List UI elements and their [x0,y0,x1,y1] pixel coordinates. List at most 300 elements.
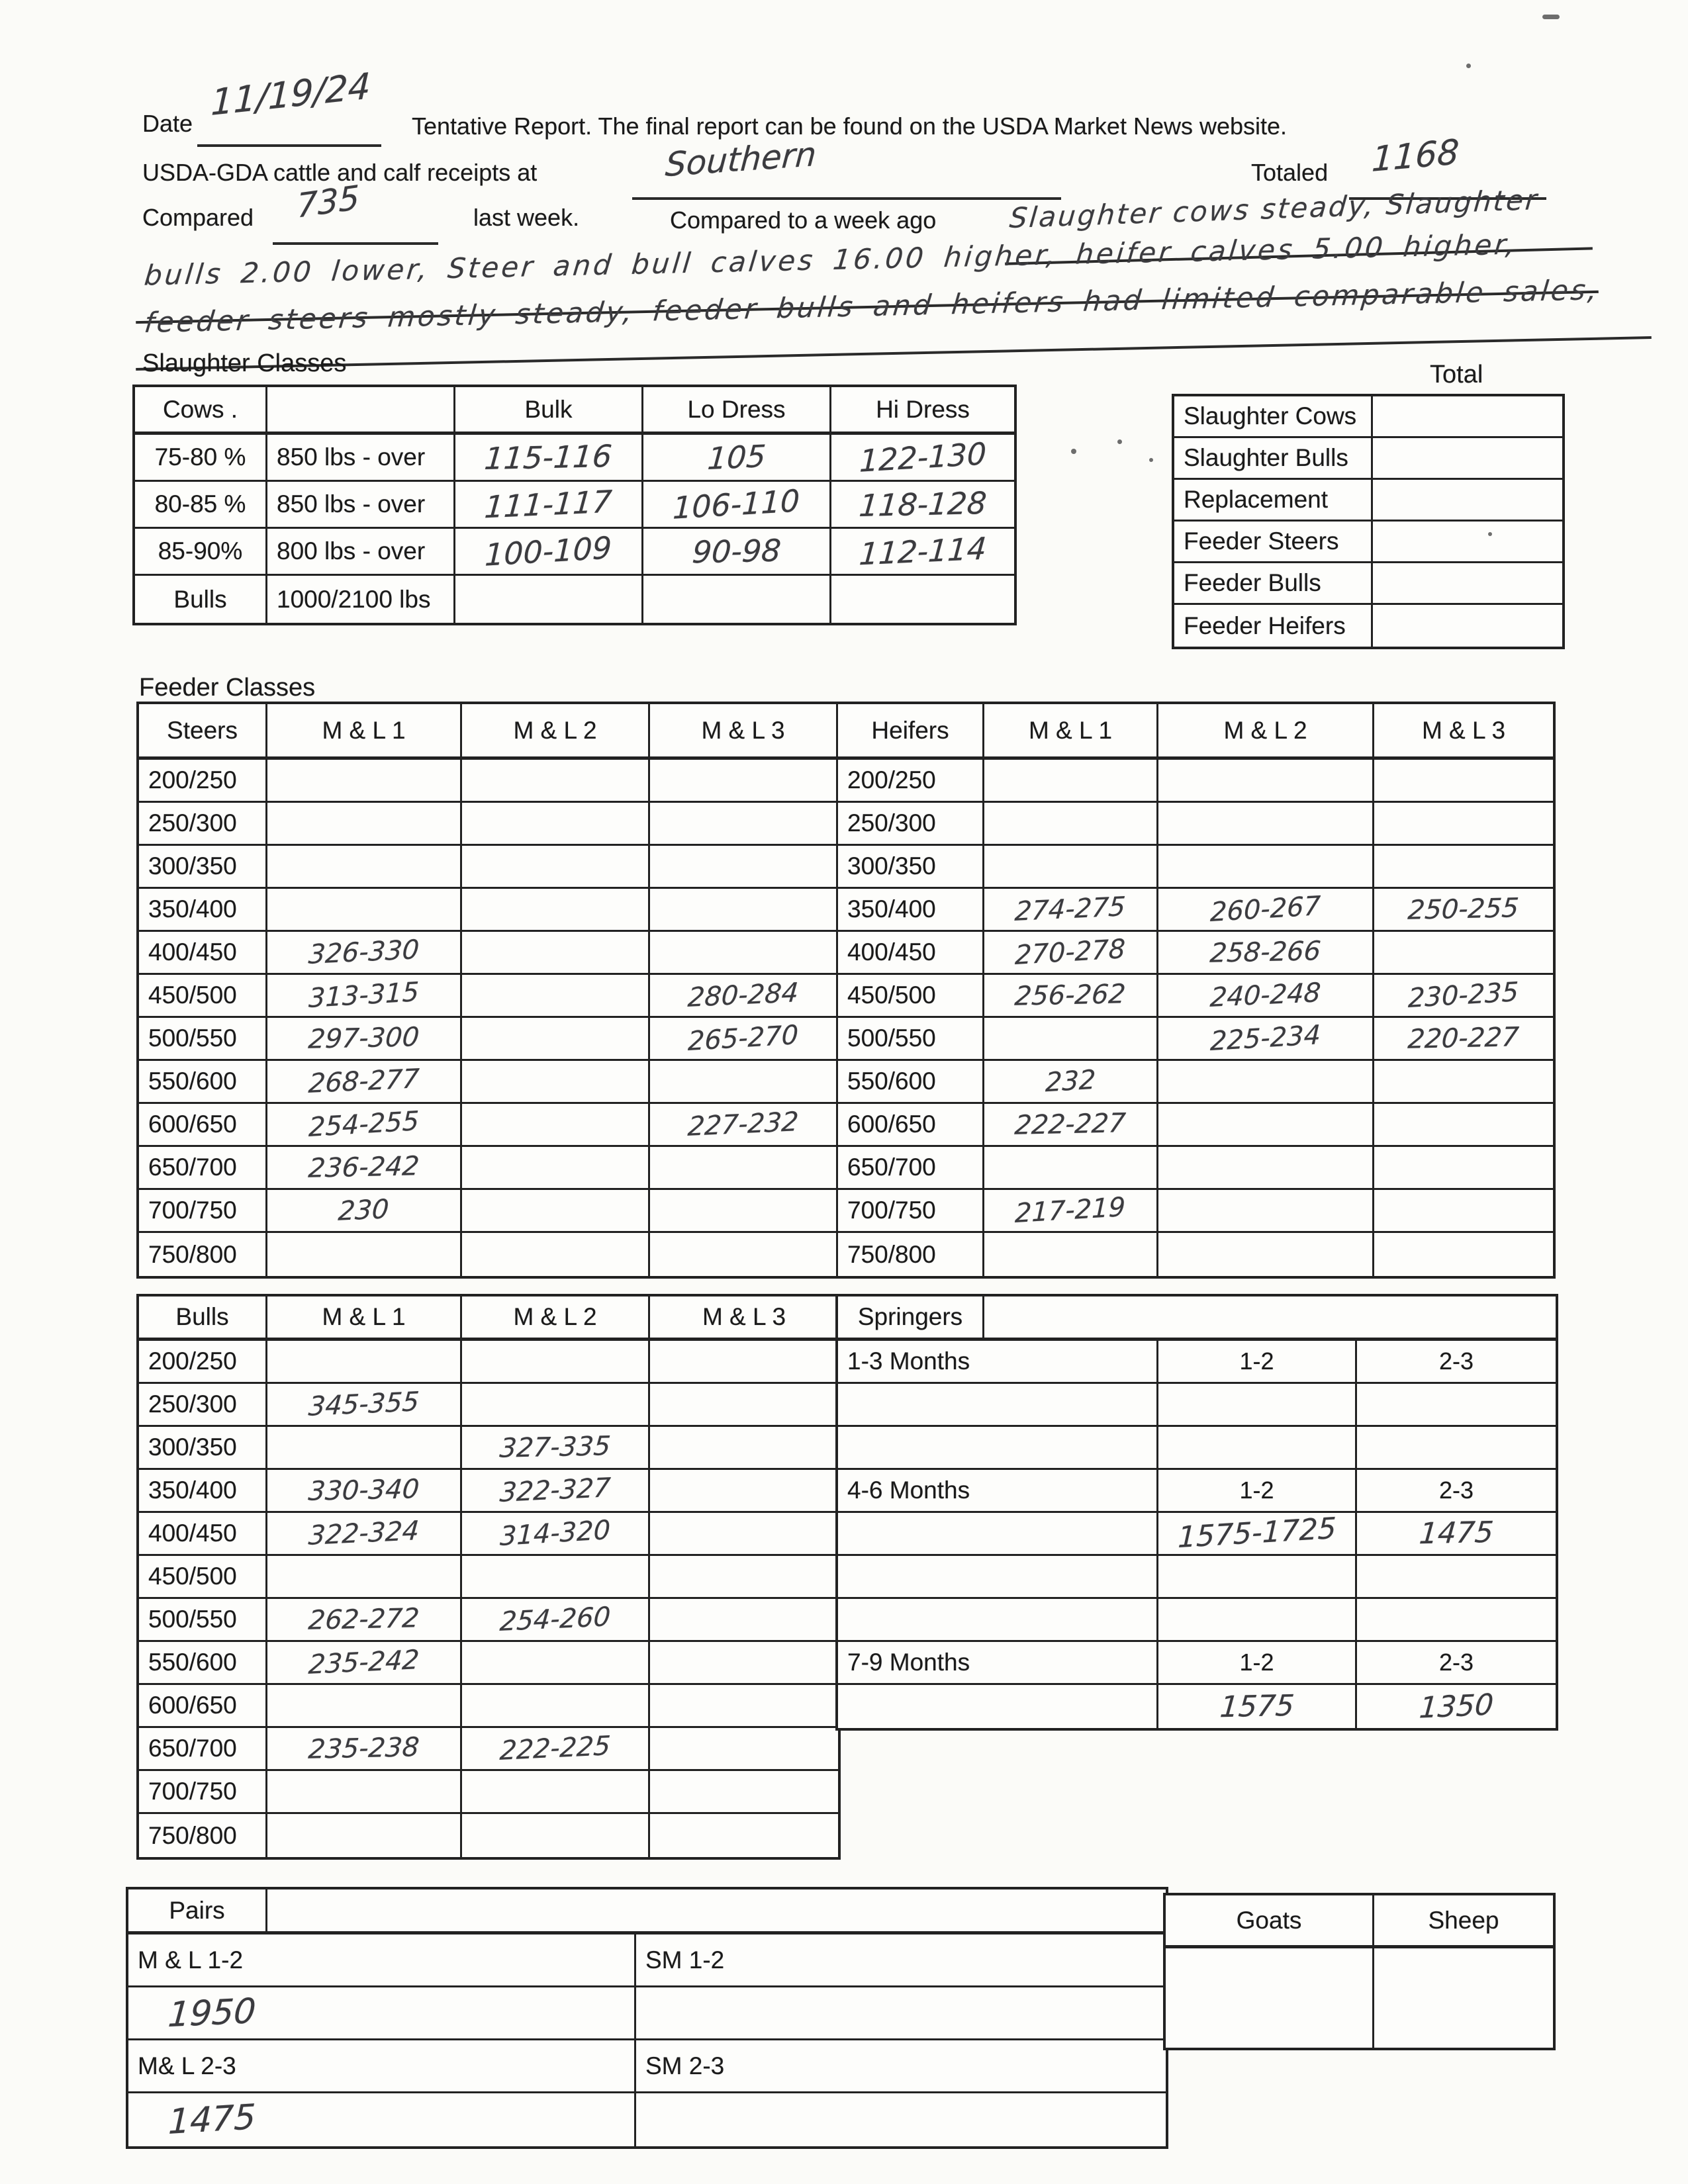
bulls-value-cell [462,1470,650,1513]
steers-value-cell [650,803,838,846]
slaughter-hidress-cell [831,576,1014,623]
springers-period-label: 7-9 Months [838,1642,1158,1685]
pairs-value: 1950 [166,1991,258,2035]
bulls-value-cell [650,1771,838,1814]
bulls-col-header: M & L 1 [267,1297,462,1341]
slaughter-col-header: Hi Dress [831,387,1014,435]
heifers-value: 232 [1045,1064,1096,1099]
slaughter-lodress-cell [643,576,831,623]
springers-blank-cell [838,1556,1158,1599]
springers-value-cell [1357,1685,1556,1728]
bulls-value-cell [267,1642,462,1685]
heifers-value-cell [1158,1018,1374,1061]
steers-value-cell [650,889,838,932]
total-value-cell [1373,563,1562,605]
slaughter-grade-label: 85-90% [135,529,267,576]
heifers-weight-label: 700/750 [838,1190,984,1233]
springers-blank-cell [838,1513,1158,1556]
total-value-cell [1373,480,1562,522]
bulls-value-cell [462,1642,650,1685]
steers-value-cell [267,1104,462,1147]
heifers-value-cell [1374,932,1553,975]
comparison-note-line3: feeder steers mostly steady, feeder bulls and heifers had limited comparable sales, [142,273,1601,339]
heifers-value-cell [1374,760,1553,803]
bulls-value-cell [462,1599,650,1642]
feeder-col-header: M & L 1 [267,704,462,760]
pairs-value-cell [128,2093,636,2146]
feeder-col-header: M & L 3 [1374,704,1553,760]
totaled-label: Totaled [1251,159,1329,186]
heifers-value-cell [984,760,1158,803]
pairs-sm-label: SM 2-3 [636,2040,1166,2093]
bulls-value: 322-327 [498,1473,612,1508]
steers-value-cell [462,1104,650,1147]
heifers-weight-label: 500/550 [838,1018,984,1061]
heifers-value-cell [984,889,1158,932]
bulls-value-cell [650,1470,838,1513]
pairs-blank-cell [636,2093,1166,2146]
springers-grade-header: 2-3 [1357,1642,1556,1685]
slaughter-col-header [267,387,455,435]
date-value: 11/19/24 [210,65,371,124]
form-underline [197,99,381,147]
heifers-value-cell [1158,889,1374,932]
steers-value-cell [650,1018,838,1061]
feeder-steers-header: Steers [139,704,267,760]
heifers-value: 217-219 [1014,1191,1127,1230]
form-underline [273,199,438,245]
steers-value-cell [267,889,462,932]
bulls-value-cell [267,1341,462,1384]
bulls-value-cell [462,1556,650,1599]
heifers-value: 220-227 [1407,1022,1521,1055]
steers-value-cell [267,1147,462,1190]
steers-weight-label: 450/500 [139,975,267,1018]
tentative-report-text: Tentative Report. The final report can be found on the USDA Market News website. [412,113,1288,140]
steers-value-cell [650,975,838,1018]
heifers-value-cell [1158,975,1374,1018]
slaughter-bulk-value: 100-109 [484,529,613,573]
slaughter-lodress-cell [643,529,831,576]
steers-value-cell [267,1061,462,1104]
steers-value-cell [462,1018,650,1061]
slaughter-hidress-cell [831,482,1014,529]
bulls-value-cell [267,1814,462,1857]
slaughter-col-header: Cows . [135,387,267,435]
bulls-value-cell [462,1771,650,1814]
scan-speck [1117,439,1122,444]
heifers-value-cell [984,1190,1158,1233]
pairs-value: 1475 [167,2097,257,2143]
totaled-value: 1168 [1370,132,1460,181]
total-row-label: Feeder Steers [1174,522,1373,563]
steers-value-cell [267,760,462,803]
steers-value-cell [650,1104,838,1147]
springers-blank-cell [838,1599,1158,1642]
scan-speck [1149,458,1153,462]
slaughter-hidress-value: 122-130 [859,435,987,479]
total-row-label: Feeder Heifers [1174,605,1373,647]
springers-blank-cell [838,1685,1158,1728]
heifers-weight-label: 600/650 [838,1104,984,1147]
date-label: Date [142,110,193,137]
bulls-value-cell [267,1685,462,1728]
bulls-value: 345-355 [307,1387,420,1422]
bulls-value-cell [267,1556,462,1599]
bulls-value: 235-238 [307,1732,420,1765]
springers-value: 1575-1725 [1177,1511,1336,1555]
bulls-value-cell [650,1814,838,1857]
steers-weight-label: 500/550 [139,1018,267,1061]
feeder-col-header: M & L 2 [462,704,650,760]
goats-sheep-table [1163,1893,1556,2050]
form-underline [136,336,1652,371]
bulls-value-cell [267,1771,462,1814]
heifers-weight-label: 300/350 [838,846,984,889]
heifers-value-cell [984,1104,1158,1147]
heifers-weight-label: 200/250 [838,760,984,803]
bulls-value-cell [650,1599,838,1642]
slaughter-col-header: Lo Dress [643,387,831,435]
heifers-weight-label: 400/450 [838,932,984,975]
steers-value: 313-315 [308,976,420,1015]
slaughter-classes-title: Slaughter Classes [142,349,347,377]
springers-blank-cell [838,1427,1158,1470]
total-row-label: Slaughter Bulls [1174,438,1373,480]
sheep-value-cell [1374,1948,1553,2048]
steers-weight-label: 750/800 [139,1233,267,1276]
heifers-value: 230-235 [1407,976,1520,1015]
steers-value: 326-330 [307,934,420,970]
steers-value-cell [267,1018,462,1061]
heifers-weight-label: 350/400 [838,889,984,932]
springers-grade-header: 2-3 [1357,1470,1556,1513]
slaughter-weight-label: 850 lbs - over [267,482,455,529]
heifers-value-cell [1158,760,1374,803]
heifers-value-cell [1374,1233,1553,1276]
steers-weight-label: 200/250 [139,760,267,803]
steers-weight-label: 700/750 [139,1190,267,1233]
scan-speck [1071,449,1076,454]
heifers-value-cell [1158,846,1374,889]
steers-value: 268-277 [307,1064,420,1099]
springers-grade-header: 1-2 [1158,1642,1357,1685]
steers-weight-label: 250/300 [139,803,267,846]
slaughter-hidress-value: 118-128 [857,484,988,524]
bulls-weight-label: 200/250 [139,1341,267,1384]
total-value-cell [1373,522,1562,563]
bulls-value: 254-260 [498,1602,612,1637]
heifers-value-cell [1374,803,1553,846]
bulls-value-cell [650,1427,838,1470]
steers-value: 280-284 [686,978,800,1013]
slaughter-hidress-cell [831,435,1014,482]
bulls-value-cell [267,1513,462,1556]
comparison-note-line1: Slaughter cows steady, Slaughter [1008,183,1540,235]
bulls-value-cell [650,1384,838,1427]
steers-value-cell [650,846,838,889]
springers-blank-cell [1357,1427,1556,1470]
heifers-value-cell [1158,803,1374,846]
bulls-value-cell [267,1599,462,1642]
bulls-header: Bulls [139,1297,267,1341]
heifers-value-cell [984,1147,1158,1190]
heifers-value: 270-278 [1014,933,1127,972]
steers-weight-label: 400/450 [139,932,267,975]
steers-value: 297-300 [307,1022,420,1055]
totals-table [1172,394,1565,649]
springers-period-label: 1-3 Months [838,1341,1158,1384]
heifers-value-cell [1374,1190,1553,1233]
steers-value: 254-255 [308,1105,420,1144]
springers-blank-cell [838,1384,1158,1427]
springers-grade-header: 1-2 [1158,1470,1357,1513]
slaughter-grade-label: 80-85 % [135,482,267,529]
heifers-value: 260-267 [1209,890,1321,929]
steers-value-cell [650,1190,838,1233]
bulls-value: 330-340 [307,1474,420,1507]
bulls-col-header: M & L 3 [650,1297,838,1341]
pairs-title: Pairs [128,1889,267,1934]
bulls-table [136,1294,841,1860]
heifers-weight-label: 650/700 [838,1147,984,1190]
bulls-value-cell [650,1341,838,1384]
bulls-value-cell [462,1427,650,1470]
heifers-value: 256-262 [1013,979,1127,1012]
bulls-value-cell [462,1685,650,1728]
feeder-heifers-header: Heifers [838,704,984,760]
bulls-weight-label: 450/500 [139,1556,267,1599]
heifers-value-cell [984,803,1158,846]
total-value-cell [1373,605,1562,647]
heifers-value-cell [1374,1104,1553,1147]
steers-value-cell [462,1190,650,1233]
springers-value-cell [1357,1513,1556,1556]
slaughter-lodress-value: 90-98 [690,532,782,570]
compared-label: Compared [142,204,254,231]
bulls-value: 322-324 [307,1516,420,1551]
heifers-value-cell [1158,1233,1374,1276]
slaughter-bulk-value: 115-116 [483,437,614,477]
heifers-value-cell [1158,1104,1374,1147]
steers-value-cell [267,975,462,1018]
springers-title: Springers [838,1297,984,1341]
slaughter-lodress-cell [643,482,831,529]
pairs-blank-cell [636,1987,1166,2040]
bulls-weight-label: 550/600 [139,1642,267,1685]
bulls-weight-label: 250/300 [139,1384,267,1427]
slaughter-lodress-cell [643,435,831,482]
heifers-value-cell [1158,932,1374,975]
heifers-value: 258-266 [1209,936,1322,969]
heifers-value-cell [1374,1061,1553,1104]
heifers-value-cell [1158,1190,1374,1233]
sheep-header: Sheep [1374,1895,1553,1948]
slaughter-hidress-value: 112-114 [857,530,988,572]
total-row-label: Replacement [1174,480,1373,522]
heifers-value: 240-248 [1209,978,1322,1013]
springers-blank-cell [1158,1556,1357,1599]
springers-blank-cell [1158,1384,1357,1427]
bulls-value: 222-225 [498,1731,612,1766]
heifers-value-cell [1374,1147,1553,1190]
steers-value-cell [650,760,838,803]
bulls-value: 235-242 [307,1645,420,1680]
feeder-col-header: M & L 2 [1158,704,1374,760]
pairs-value-cell [128,1987,636,2040]
steers-value: 230 [337,1194,391,1227]
total-value-cell [1373,396,1562,438]
slaughter-lodress-value: 106-110 [672,482,801,526]
bulls-weight-label: 600/650 [139,1685,267,1728]
goats-value-cell [1166,1948,1374,2048]
bulls-weight-label: 750/800 [139,1814,267,1857]
steers-weight-label: 650/700 [139,1147,267,1190]
heifers-weight-label: 550/600 [838,1061,984,1104]
springers-value: 1575 [1218,1688,1295,1724]
bulls-value-cell [650,1642,838,1685]
springers-blank-cell [1158,1427,1357,1470]
feeder-classes-table [136,702,1556,1279]
springers-grade-header: 2-3 [1357,1341,1556,1384]
slaughter-classes-table [132,385,1017,625]
slaughter-lodress-value: 105 [706,437,767,477]
bulls-value-cell [462,1341,650,1384]
heifers-value-cell [984,932,1158,975]
bulls-value: 314-320 [499,1514,611,1553]
bulls-weight-label: 650/700 [139,1728,267,1771]
bulls-value-cell [650,1556,838,1599]
springers-blank-cell [1158,1599,1357,1642]
steers-value-cell [650,1061,838,1104]
pairs-row-label: M& L 2-3 [128,2040,636,2093]
bulls-weight-label: 700/750 [139,1771,267,1814]
heifers-weight-label: 450/500 [838,975,984,1018]
springers-grade-header: 1-2 [1158,1341,1357,1384]
slaughter-grade-label: Bulls [135,576,267,623]
heifers-value-cell [1158,1061,1374,1104]
total-title: Total [1430,361,1483,388]
steers-value-cell [462,889,650,932]
heifers-value-cell [984,846,1158,889]
compared-value: 735 [297,178,359,226]
receipts-location-value: Southern [664,134,818,185]
springers-blank-cell [1357,1599,1556,1642]
bulls-value-cell [650,1728,838,1771]
slaughter-hidress-cell [831,529,1014,576]
heifers-value-cell [984,975,1158,1018]
feeder-classes-title: Feeder Classes [139,674,316,702]
springers-period-label: 4-6 Months [838,1470,1158,1513]
bulls-value-cell [267,1384,462,1427]
bulls-value-cell [267,1427,462,1470]
feeder-col-header: M & L 3 [650,704,838,760]
feeder-col-header: M & L 1 [984,704,1158,760]
pairs-header-blank [267,1889,1166,1934]
heifers-value: 222-227 [1013,1108,1127,1141]
heifers-value-cell [1374,846,1553,889]
scan-speck [1488,532,1492,536]
springers-value: 1475 [1417,1515,1495,1551]
steers-value: 227-232 [686,1107,800,1142]
bulls-weight-label: 350/400 [139,1470,267,1513]
steers-weight-label: 600/650 [139,1104,267,1147]
slaughter-bulk-value: 111-117 [483,483,614,525]
bulls-value-cell [267,1470,462,1513]
steers-weight-label: 350/400 [139,889,267,932]
steers-value-cell [462,760,650,803]
scan-speck [1466,64,1471,68]
slaughter-bulk-cell [455,482,643,529]
heifers-weight-label: 750/800 [838,1233,984,1276]
steers-value: 265-270 [687,1019,799,1058]
heifers-value-cell [984,1233,1158,1276]
steers-value-cell [462,932,650,975]
steers-value-cell [650,1147,838,1190]
bulls-value-cell [462,1513,650,1556]
steers-weight-label: 550/600 [139,1061,267,1104]
heifers-value-cell [1158,1147,1374,1190]
steers-value-cell [267,1233,462,1276]
steers-value-cell [267,846,462,889]
heifers-value-cell [1374,1018,1553,1061]
steers-value-cell [267,803,462,846]
bulls-weight-label: 300/350 [139,1427,267,1470]
pairs-table [126,1887,1168,2149]
bulls-value-cell [650,1513,838,1556]
heifers-weight-label: 250/300 [838,803,984,846]
springers-table [835,1294,1558,1731]
bulls-value-cell [650,1685,838,1728]
steers-value-cell [267,932,462,975]
form-underline [632,152,1061,200]
total-row-label: Slaughter Cows [1174,396,1373,438]
steers-value-cell [267,1190,462,1233]
steers-weight-label: 300/350 [139,846,267,889]
slaughter-bulk-cell [455,529,643,576]
heifers-value: 250-255 [1407,893,1521,926]
heifers-value: 274-275 [1013,891,1127,927]
heifers-value-cell [1374,889,1553,932]
steers-value-cell [462,1233,650,1276]
slaughter-bulk-cell [455,576,643,623]
bulls-value-cell [462,1384,650,1427]
steers-value-cell [462,846,650,889]
receipts-label: USDA-GDA cattle and calf receipts at [142,159,538,186]
slaughter-bulk-cell [455,435,643,482]
bulls-weight-label: 400/450 [139,1513,267,1556]
bulls-value: 327-335 [498,1431,612,1464]
springers-value: 1350 [1418,1687,1495,1725]
scan-speck [1542,15,1560,19]
steers-value-cell [462,1061,650,1104]
total-value-cell [1373,438,1562,480]
bulls-col-header: M & L 2 [462,1297,650,1341]
steers-value: 236-242 [307,1151,420,1184]
heifers-value-cell [1374,975,1553,1018]
slaughter-weight-label: 800 lbs - over [267,529,455,576]
slaughter-weight-label: 1000/2100 lbs [267,576,455,623]
springers-blank-cell [1357,1384,1556,1427]
steers-value-cell [462,803,650,846]
springers-blank-cell [1357,1556,1556,1599]
slaughter-grade-label: 75-80 % [135,435,267,482]
heifers-value-cell [984,1018,1158,1061]
bulls-value-cell [267,1728,462,1771]
steers-value-cell [462,975,650,1018]
week-ago-label: Compared to a week ago [670,206,937,234]
bulls-value-cell [462,1728,650,1771]
